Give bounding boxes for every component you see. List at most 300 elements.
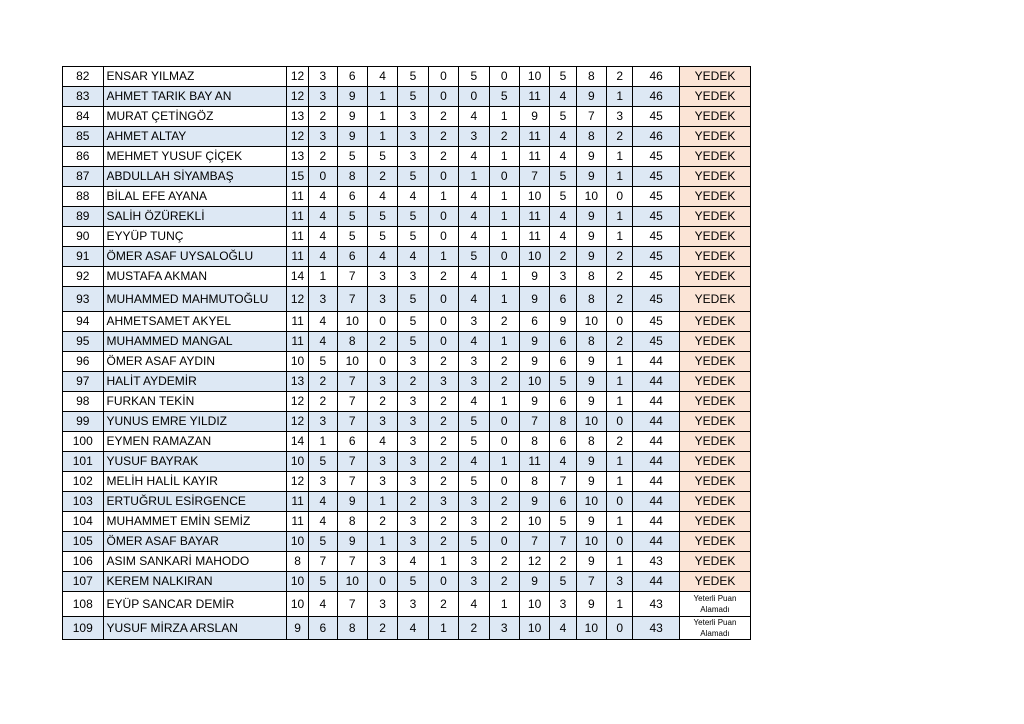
table-row	[63, 267, 751, 287]
score-cell: 0	[367, 312, 397, 332]
score-cell: 1	[489, 227, 519, 247]
score-cell: 4	[459, 452, 489, 472]
score-cell: 6	[337, 247, 367, 267]
score-cell: 0	[489, 247, 519, 267]
row-number-cell: 86	[63, 147, 104, 167]
row-number-cell: 90	[63, 227, 104, 247]
status-cell: YEDEK	[679, 167, 750, 187]
score-cell: 1	[309, 267, 337, 287]
score-cell: 2	[367, 512, 397, 532]
score-cell: 6	[550, 432, 576, 452]
score-cell: 3	[367, 267, 397, 287]
score-cell: 2	[428, 127, 458, 147]
score-cell: 0	[489, 472, 519, 492]
score-cell: 44	[633, 372, 680, 392]
score-cell: 11	[286, 227, 308, 247]
score-cell: 2	[489, 312, 519, 332]
score-cell: 2	[428, 472, 458, 492]
score-cell: 4	[550, 127, 576, 147]
score-cell: 14	[286, 432, 308, 452]
score-cell: 2	[428, 412, 458, 432]
score-cell: 10	[519, 512, 549, 532]
score-cell: 8	[576, 332, 606, 352]
row-number-cell: 93	[63, 287, 104, 312]
score-cell: 11	[286, 247, 308, 267]
score-cell: 9	[519, 492, 549, 512]
score-cell: 10	[519, 592, 549, 617]
score-cell: 2	[309, 107, 337, 127]
score-cell: 0	[428, 312, 458, 332]
score-cell: 11	[286, 207, 308, 227]
table-row	[63, 207, 751, 227]
score-cell: 9	[576, 592, 606, 617]
score-cell: 5	[550, 187, 576, 207]
score-cell: 1	[607, 452, 633, 472]
score-cell: 5	[398, 287, 428, 312]
score-cell: 7	[576, 572, 606, 592]
score-cell: 45	[633, 312, 680, 332]
score-cell: 3	[459, 312, 489, 332]
row-number-cell: 92	[63, 267, 104, 287]
score-cell: 3	[428, 492, 458, 512]
score-cell: 3	[459, 352, 489, 372]
score-cell: 3	[398, 532, 428, 552]
score-cell: 5	[398, 332, 428, 352]
status-cell: YEDEK	[679, 227, 750, 247]
score-cell: 2	[489, 512, 519, 532]
score-cell: 5	[550, 512, 576, 532]
score-cell: 5	[398, 207, 428, 227]
score-cell: 4	[309, 187, 337, 207]
score-cell: 1	[428, 247, 458, 267]
score-cell: 4	[309, 247, 337, 267]
score-cell: 2	[428, 512, 458, 532]
score-cell: 0	[428, 287, 458, 312]
score-cell: 3	[398, 432, 428, 452]
score-cell: 1	[489, 187, 519, 207]
score-cell: 3	[459, 552, 489, 572]
row-number-cell: 82	[63, 67, 104, 87]
score-cell: 4	[309, 592, 337, 617]
score-cell: 1	[459, 167, 489, 187]
score-cell: 3	[459, 492, 489, 512]
score-cell: 10	[576, 312, 606, 332]
score-cell: 6	[337, 187, 367, 207]
score-cell: 3	[607, 572, 633, 592]
status-cell: YEDEK	[679, 372, 750, 392]
student-name-cell: HALİT AYDEMİR	[103, 372, 286, 392]
score-cell: 3	[367, 592, 397, 617]
status-cell: Yeterli Puan Alamadı	[679, 617, 750, 640]
score-cell: 3	[398, 512, 428, 532]
score-cell: 1	[607, 207, 633, 227]
score-cell: 3	[398, 392, 428, 412]
score-cell: 9	[519, 287, 549, 312]
score-cell: 10	[337, 352, 367, 372]
student-name-cell: EYYÜP TUNÇ	[103, 227, 286, 247]
score-cell: 8	[576, 432, 606, 452]
score-cell: 8	[519, 432, 549, 452]
status-cell: YEDEK	[679, 67, 750, 87]
status-cell: YEDEK	[679, 412, 750, 432]
score-cell: 9	[576, 227, 606, 247]
score-cell: 2	[428, 392, 458, 412]
score-cell: 8	[286, 552, 308, 572]
student-name-cell: AHMET TARIK BAY AN	[103, 87, 286, 107]
score-cell: 3	[309, 67, 337, 87]
score-cell: 2	[607, 127, 633, 147]
table-row	[63, 107, 751, 127]
score-cell: 8	[337, 167, 367, 187]
score-cell: 8	[337, 617, 367, 640]
score-cell: 12	[286, 127, 308, 147]
score-cell: 9	[576, 452, 606, 472]
row-number-cell: 87	[63, 167, 104, 187]
score-cell: 1	[367, 107, 397, 127]
score-cell: 3	[489, 617, 519, 640]
score-cell: 4	[550, 147, 576, 167]
score-cell: 7	[337, 472, 367, 492]
score-cell: 2	[607, 332, 633, 352]
score-cell: 3	[309, 412, 337, 432]
score-cell: 0	[607, 312, 633, 332]
score-cell: 0	[607, 412, 633, 432]
score-cell: 9	[550, 312, 576, 332]
score-cell: 5	[309, 452, 337, 472]
score-cell: 4	[459, 107, 489, 127]
score-cell: 3	[607, 107, 633, 127]
score-cell: 4	[398, 617, 428, 640]
score-cell: 2	[489, 352, 519, 372]
score-cell: 0	[489, 167, 519, 187]
student-name-cell: MUSTAFA AKMAN	[103, 267, 286, 287]
score-cell: 0	[607, 492, 633, 512]
score-cell: 9	[576, 372, 606, 392]
score-cell: 46	[633, 87, 680, 107]
score-cell: 2	[489, 572, 519, 592]
score-cell: 8	[576, 67, 606, 87]
score-cell: 2	[489, 127, 519, 147]
score-cell: 5	[337, 207, 367, 227]
score-cell: 45	[633, 287, 680, 312]
student-name-cell: MUHAMMET EMİN SEMİZ	[103, 512, 286, 532]
score-cell: 6	[550, 332, 576, 352]
score-cell: 4	[550, 452, 576, 472]
score-cell: 0	[428, 207, 458, 227]
status-cell: YEDEK	[679, 552, 750, 572]
score-cell: 4	[309, 312, 337, 332]
score-cell: 9	[576, 392, 606, 412]
row-number-cell: 83	[63, 87, 104, 107]
score-cell: 6	[309, 617, 337, 640]
student-name-cell: AHMETSAMET AKYEL	[103, 312, 286, 332]
score-cell: 45	[633, 147, 680, 167]
score-cell: 12	[286, 67, 308, 87]
table-row	[63, 332, 751, 352]
score-cell: 3	[398, 452, 428, 472]
score-cell: 3	[367, 452, 397, 472]
row-number-cell: 101	[63, 452, 104, 472]
score-cell: 10	[337, 572, 367, 592]
score-cell: 9	[576, 552, 606, 572]
score-cell: 44	[633, 412, 680, 432]
score-cell: 1	[607, 392, 633, 412]
score-cell: 44	[633, 492, 680, 512]
score-cell: 4	[459, 207, 489, 227]
score-cell: 7	[337, 552, 367, 572]
table-row	[63, 592, 751, 617]
row-number-cell: 109	[63, 617, 104, 640]
score-cell: 1	[489, 452, 519, 472]
score-cell: 2	[428, 592, 458, 617]
score-cell: 7	[337, 372, 367, 392]
score-cell: 9	[337, 87, 367, 107]
score-cell: 7	[337, 287, 367, 312]
score-cell: 2	[607, 432, 633, 452]
row-number-cell: 105	[63, 532, 104, 552]
score-cell: 6	[337, 432, 367, 452]
score-cell: 8	[337, 332, 367, 352]
score-cell: 46	[633, 67, 680, 87]
score-cell: 1	[489, 332, 519, 352]
score-cell: 9	[519, 107, 549, 127]
score-cell: 7	[309, 552, 337, 572]
table-row	[63, 412, 751, 432]
score-cell: 1	[367, 127, 397, 147]
row-number-cell: 103	[63, 492, 104, 512]
student-name-cell: ÖMER ASAF BAYAR	[103, 532, 286, 552]
score-cell: 5	[550, 167, 576, 187]
score-cell: 45	[633, 247, 680, 267]
score-cell: 6	[550, 352, 576, 372]
score-cell: 1	[489, 287, 519, 312]
score-cell: 9	[519, 392, 549, 412]
row-number-cell: 89	[63, 207, 104, 227]
score-cell: 4	[550, 617, 576, 640]
status-cell: YEDEK	[679, 267, 750, 287]
score-cell: 4	[459, 392, 489, 412]
score-cell: 9	[519, 267, 549, 287]
score-cell: 5	[309, 532, 337, 552]
score-cell: 2	[367, 167, 397, 187]
score-cell: 4	[459, 592, 489, 617]
score-cell: 1	[367, 87, 397, 107]
score-cell: 3	[459, 512, 489, 532]
student-name-cell: ABDULLAH SİYAMBAŞ	[103, 167, 286, 187]
score-cell: 0	[607, 187, 633, 207]
table-row	[63, 512, 751, 532]
status-cell: YEDEK	[679, 492, 750, 512]
score-cell: 12	[286, 87, 308, 107]
score-cell: 43	[633, 617, 680, 640]
status-cell: YEDEK	[679, 187, 750, 207]
score-cell: 6	[550, 492, 576, 512]
student-name-cell: EYÜP SANCAR DEMİR	[103, 592, 286, 617]
score-cell: 5	[459, 532, 489, 552]
table-row	[63, 352, 751, 372]
score-cell: 4	[398, 552, 428, 572]
row-number-cell: 96	[63, 352, 104, 372]
score-cell: 9	[576, 247, 606, 267]
score-cell: 0	[489, 432, 519, 452]
score-cell: 2	[459, 617, 489, 640]
table-row	[63, 87, 751, 107]
table-row	[63, 552, 751, 572]
score-cell: 2	[607, 247, 633, 267]
score-cell: 2	[428, 147, 458, 167]
score-cell: 7	[576, 107, 606, 127]
score-cell: 1	[607, 372, 633, 392]
score-cell: 2	[367, 392, 397, 412]
score-cell: 3	[367, 287, 397, 312]
student-name-cell: ENSAR YILMAZ	[103, 67, 286, 87]
score-cell: 3	[398, 127, 428, 147]
score-cell: 3	[367, 412, 397, 432]
score-cell: 44	[633, 352, 680, 372]
score-cell: 44	[633, 572, 680, 592]
score-cell: 10	[519, 187, 549, 207]
score-cell: 1	[489, 592, 519, 617]
score-cell: 9	[576, 167, 606, 187]
score-cell: 5	[459, 472, 489, 492]
student-name-cell: YUSUF MİRZA ARSLAN	[103, 617, 286, 640]
student-name-cell: MURAT ÇETİNGÖZ	[103, 107, 286, 127]
score-cell: 0	[459, 87, 489, 107]
score-cell: 12	[286, 412, 308, 432]
table-row	[63, 147, 751, 167]
row-number-cell: 88	[63, 187, 104, 207]
row-number-cell: 84	[63, 107, 104, 127]
score-cell: 3	[550, 267, 576, 287]
status-cell: YEDEK	[679, 247, 750, 267]
score-cell: 4	[550, 227, 576, 247]
score-cell: 7	[337, 592, 367, 617]
score-cell: 3	[459, 372, 489, 392]
score-cell: 10	[576, 617, 606, 640]
status-cell: YEDEK	[679, 352, 750, 372]
score-cell: 1	[607, 512, 633, 532]
score-cell: 4	[459, 267, 489, 287]
score-cell: 0	[428, 67, 458, 87]
score-cell: 5	[459, 67, 489, 87]
score-cell: 4	[398, 247, 428, 267]
status-cell: YEDEK	[679, 287, 750, 312]
score-cell: 1	[607, 592, 633, 617]
status-cell: YEDEK	[679, 392, 750, 412]
score-cell: 4	[309, 332, 337, 352]
score-cell: 5	[367, 147, 397, 167]
status-cell: YEDEK	[679, 432, 750, 452]
score-cell: 10	[286, 352, 308, 372]
score-cell: 10	[519, 67, 549, 87]
table-row	[63, 247, 751, 267]
score-cell: 2	[367, 332, 397, 352]
student-name-cell: KEREM NALKIRAN	[103, 572, 286, 592]
score-cell: 4	[367, 67, 397, 87]
score-cell: 1	[428, 187, 458, 207]
score-cell: 5	[398, 227, 428, 247]
score-cell: 44	[633, 452, 680, 472]
table-row	[63, 127, 751, 147]
score-cell: 1	[367, 492, 397, 512]
score-cell: 46	[633, 127, 680, 147]
score-cell: 9	[337, 127, 367, 147]
row-number-cell: 97	[63, 372, 104, 392]
table-row	[63, 492, 751, 512]
score-cell: 2	[428, 352, 458, 372]
score-cell: 5	[398, 87, 428, 107]
table-row	[63, 572, 751, 592]
score-cell: 10	[576, 532, 606, 552]
score-cell: 44	[633, 392, 680, 412]
score-cell: 4	[459, 147, 489, 167]
score-cell: 11	[286, 512, 308, 532]
score-cell: 7	[550, 472, 576, 492]
row-number-cell: 108	[63, 592, 104, 617]
score-cell: 9	[286, 617, 308, 640]
score-cell: 5	[337, 227, 367, 247]
score-cell: 8	[576, 287, 606, 312]
score-cell: 10	[286, 592, 308, 617]
status-cell: YEDEK	[679, 572, 750, 592]
score-cell: 2	[428, 267, 458, 287]
score-cell: 1	[489, 107, 519, 127]
score-cell: 1	[489, 267, 519, 287]
score-cell: 11	[519, 127, 549, 147]
score-cell: 6	[519, 312, 549, 332]
score-cell: 4	[367, 247, 397, 267]
score-cell: 2	[428, 432, 458, 452]
score-cell: 5	[550, 67, 576, 87]
table-row	[63, 372, 751, 392]
score-cell: 3	[459, 127, 489, 147]
score-cell: 2	[550, 247, 576, 267]
score-cell: 1	[607, 227, 633, 247]
score-cell: 5	[459, 412, 489, 432]
row-number-cell: 85	[63, 127, 104, 147]
score-cell: 8	[576, 127, 606, 147]
score-cell: 4	[459, 227, 489, 247]
score-cell: 10	[519, 247, 549, 267]
score-cell: 45	[633, 187, 680, 207]
table-row	[63, 432, 751, 452]
score-cell: 3	[367, 472, 397, 492]
score-cell: 3	[428, 372, 458, 392]
score-cell: 12	[286, 392, 308, 412]
score-cell: 3	[398, 147, 428, 167]
score-cell: 2	[607, 287, 633, 312]
score-cell: 11	[286, 332, 308, 352]
score-cell: 9	[337, 532, 367, 552]
score-cell: 8	[576, 267, 606, 287]
score-cell: 13	[286, 107, 308, 127]
score-cell: 10	[576, 412, 606, 432]
score-cell: 0	[309, 167, 337, 187]
score-cell: 3	[550, 592, 576, 617]
score-cell: 10	[286, 452, 308, 472]
score-cell: 2	[309, 147, 337, 167]
score-cell: 1	[607, 352, 633, 372]
score-cell: 7	[337, 412, 367, 432]
status-cell: YEDEK	[679, 87, 750, 107]
student-name-cell: ASIM SANKARİ MAHODO	[103, 552, 286, 572]
table-row	[63, 287, 751, 312]
score-cell: 1	[309, 432, 337, 452]
score-cell: 4	[459, 187, 489, 207]
score-cell: 45	[633, 167, 680, 187]
student-name-cell: MELİH HALİL KAYIR	[103, 472, 286, 492]
row-number-cell: 98	[63, 392, 104, 412]
